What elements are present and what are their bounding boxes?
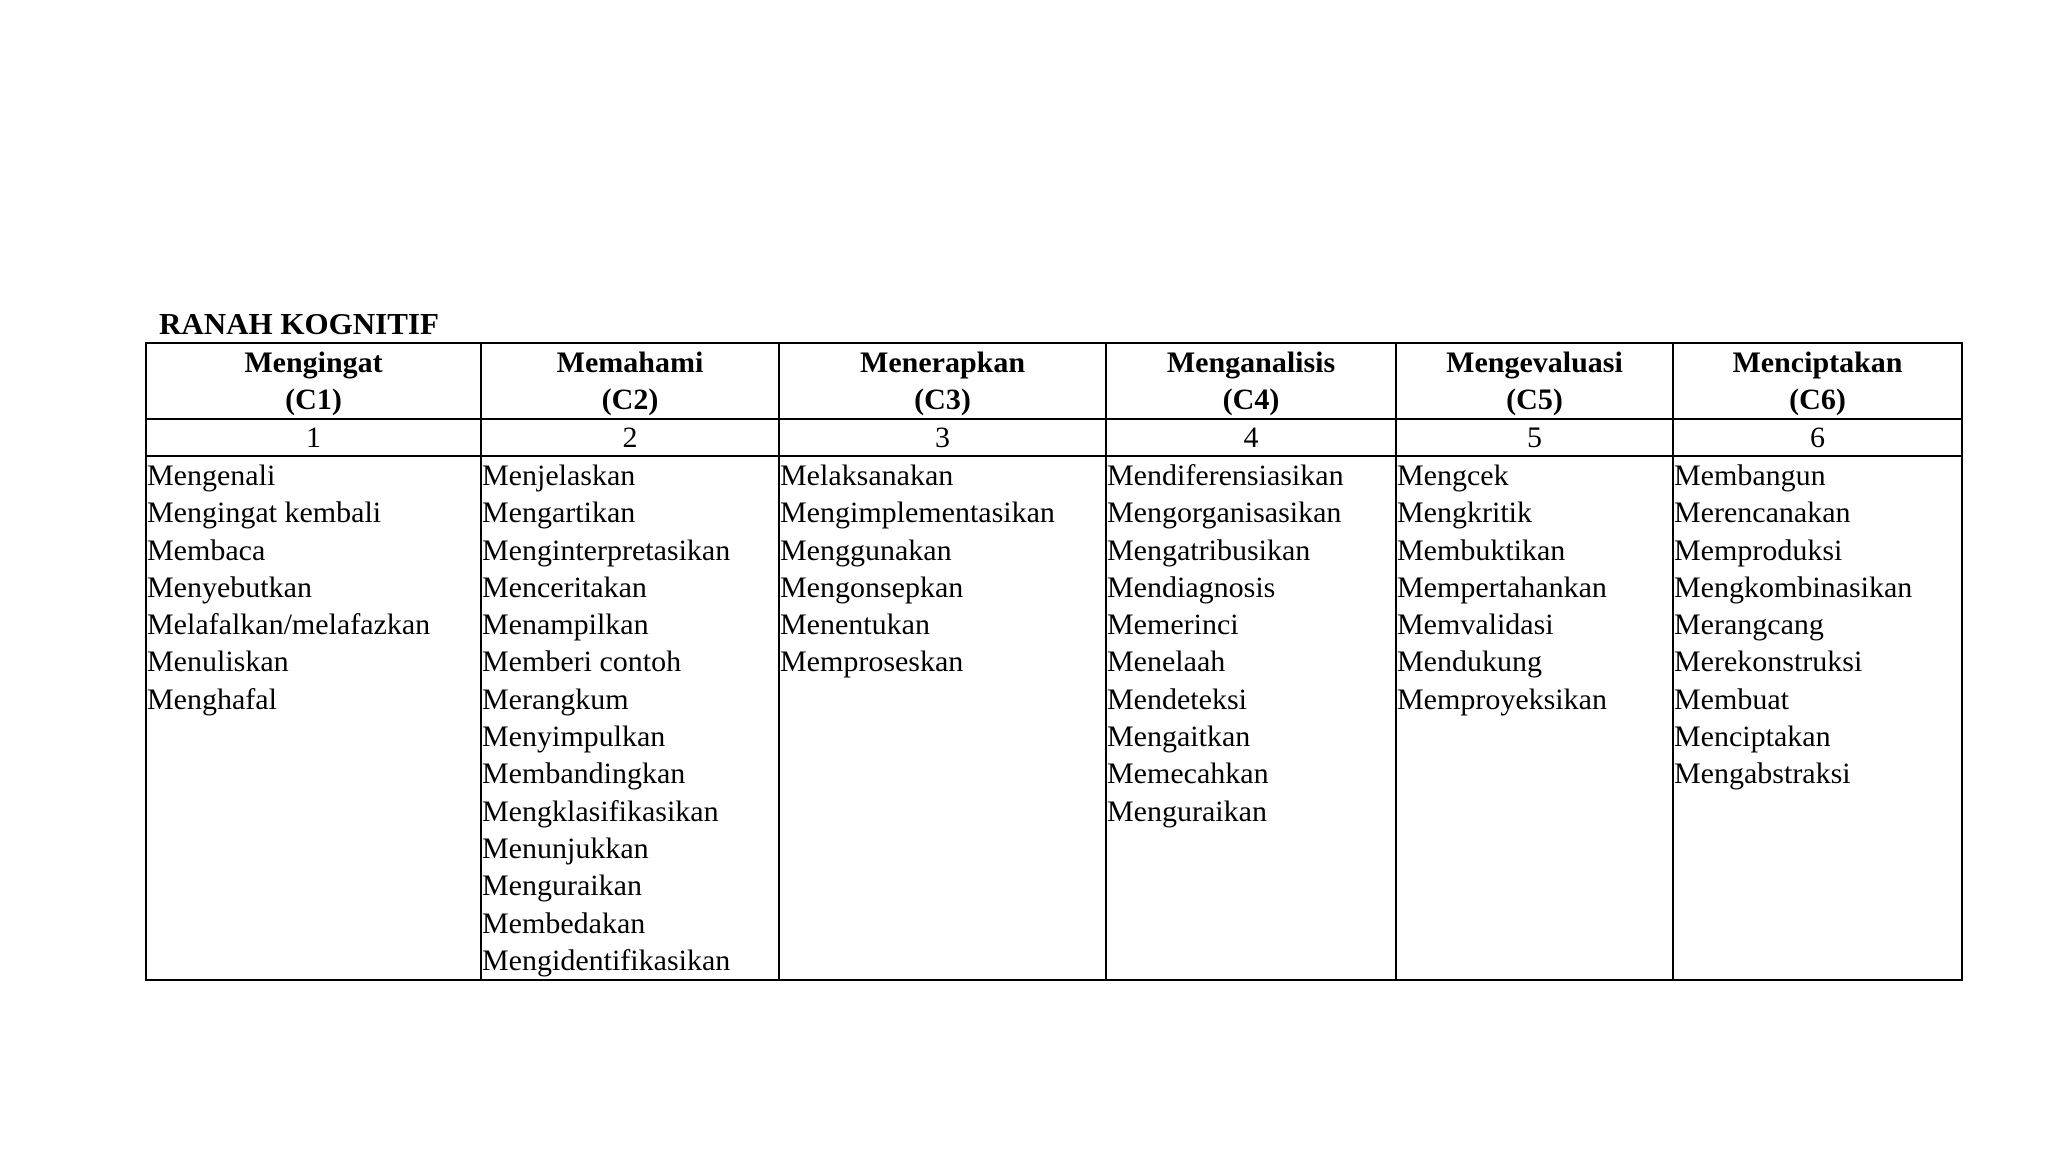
- column-header-name: Memahami: [556, 346, 704, 379]
- column-header-c4: [1106, 343, 1396, 419]
- column-header-code: (C4): [1222, 383, 1280, 416]
- column-header-code: (C1): [285, 383, 342, 416]
- column-header-name: Menganalisis: [1166, 346, 1336, 379]
- verb-item: Memerinci: [1107, 608, 1239, 642]
- verb-item: Mengkritik: [1397, 496, 1532, 530]
- verb-item: Mengatribusikan: [1107, 533, 1311, 567]
- verb-item: Mengkombinasikan: [1674, 570, 1913, 604]
- column-number: 4: [1106, 419, 1396, 456]
- verb-list-c3: [779, 456, 1106, 980]
- verb-item: Mempertahankan: [1397, 570, 1607, 604]
- verb-item: Membuktikan: [1397, 533, 1566, 567]
- verb-item: Menghafal: [147, 682, 277, 716]
- column-number: 5: [1396, 419, 1673, 456]
- column-header-code: (C3): [914, 383, 971, 416]
- column-number: 6: [1673, 419, 1962, 456]
- verb-item: Menelaah: [1107, 645, 1226, 679]
- verbs-row: [146, 456, 1962, 980]
- verb-item: Mengingat kembali: [147, 496, 382, 530]
- verb-list-c6: [1673, 456, 1962, 980]
- verb-item: Mengidentifikasikan: [482, 943, 731, 977]
- verb-item: Membandingkan: [482, 757, 686, 791]
- verb-item: Menunjukkan: [482, 831, 649, 865]
- column-header-c1: [146, 343, 481, 419]
- verb-item: Mengaitkan: [1107, 720, 1251, 754]
- verb-item: Memproduksi: [1674, 533, 1843, 567]
- column-header-name: Mengevaluasi: [1446, 346, 1623, 379]
- verb-item: Memproyeksikan: [1397, 682, 1607, 716]
- verb-list-c4: [1106, 456, 1396, 980]
- header-row: [146, 343, 1962, 419]
- verb-item: Menuliskan: [147, 645, 289, 679]
- verb-item: Merangcang: [1674, 608, 1824, 642]
- verb-item: Merekonstruksi: [1674, 645, 1863, 679]
- column-header-name: Menciptakan: [1732, 346, 1903, 379]
- column-header-code: (C2): [601, 383, 659, 416]
- verb-item: Memecahkan: [1107, 757, 1269, 791]
- cognitive-domain-table: [145, 342, 1963, 981]
- verb-item: Mengimplementasikan: [780, 496, 1055, 530]
- column-header-code: (C6): [1789, 383, 1846, 416]
- verb-item: Menjelaskan: [482, 459, 636, 492]
- verb-item: Memvalidasi: [1397, 608, 1554, 642]
- document-page: [145, 306, 1961, 981]
- verb-item: Merencanakan: [1674, 496, 1851, 530]
- number-row: [146, 419, 1962, 456]
- verb-item: Menyimpulkan: [482, 720, 666, 754]
- verb-item: Mengklasifikasikan: [482, 794, 719, 828]
- verb-item: Membangun: [1674, 459, 1826, 492]
- verb-list-c5: [1396, 456, 1673, 980]
- verb-item: Memproseskan: [780, 645, 964, 679]
- verb-item: Menceritakan: [482, 570, 647, 604]
- verb-item: Mengcek: [1397, 459, 1509, 492]
- column-number: 3: [779, 419, 1106, 456]
- column-header-code: (C5): [1506, 383, 1563, 416]
- verb-item: Mengartikan: [482, 496, 636, 530]
- verb-item: Menampilkan: [482, 608, 649, 642]
- verb-item: Menciptakan: [1674, 720, 1831, 754]
- verb-item: Mendiferensiasikan: [1107, 459, 1344, 492]
- verb-list-c1: [146, 456, 481, 980]
- column-header-name: Mengingat: [244, 346, 383, 379]
- column-number: 2: [481, 419, 779, 456]
- verb-item: Mengabstraksi: [1674, 757, 1851, 791]
- column-header-name: Menerapkan: [860, 346, 1025, 379]
- verb-item: Membuat: [1674, 682, 1789, 716]
- verb-item: Mendukung: [1397, 645, 1542, 679]
- column-header-c3: [779, 343, 1106, 419]
- verb-list-c2: [481, 456, 779, 980]
- column-header-c5: [1396, 343, 1673, 419]
- verb-item: Menguraikan: [1107, 794, 1267, 828]
- verb-item: Menyebutkan: [147, 570, 312, 604]
- verb-item: Mengonsepkan: [780, 570, 964, 604]
- verb-item: Menentukan: [780, 608, 930, 642]
- verb-item: Melaksanakan: [780, 459, 954, 492]
- column-header-c2: [481, 343, 779, 419]
- verb-item: Memberi contoh: [482, 645, 682, 679]
- verb-item: Mengenali: [147, 459, 276, 492]
- verb-item: Melafalkan/melafazkan: [147, 608, 431, 642]
- verb-item: Merangkum: [482, 682, 629, 716]
- verb-item: Mendiagnosis: [1107, 570, 1276, 604]
- verb-item: Membaca: [147, 533, 266, 567]
- verb-item: Mengorganisasikan: [1107, 496, 1342, 530]
- verb-item: Mendeteksi: [1107, 682, 1247, 716]
- column-header-c6: [1673, 343, 1962, 419]
- verb-item: Menguraikan: [482, 869, 642, 903]
- column-number: 1: [146, 419, 481, 456]
- verb-item: Membedakan: [482, 906, 646, 940]
- verb-item: Menggunakan: [780, 533, 952, 567]
- document-title: RANAH KOGNITIF: [159, 306, 439, 341]
- verb-item: Menginterpretasikan: [482, 533, 731, 567]
